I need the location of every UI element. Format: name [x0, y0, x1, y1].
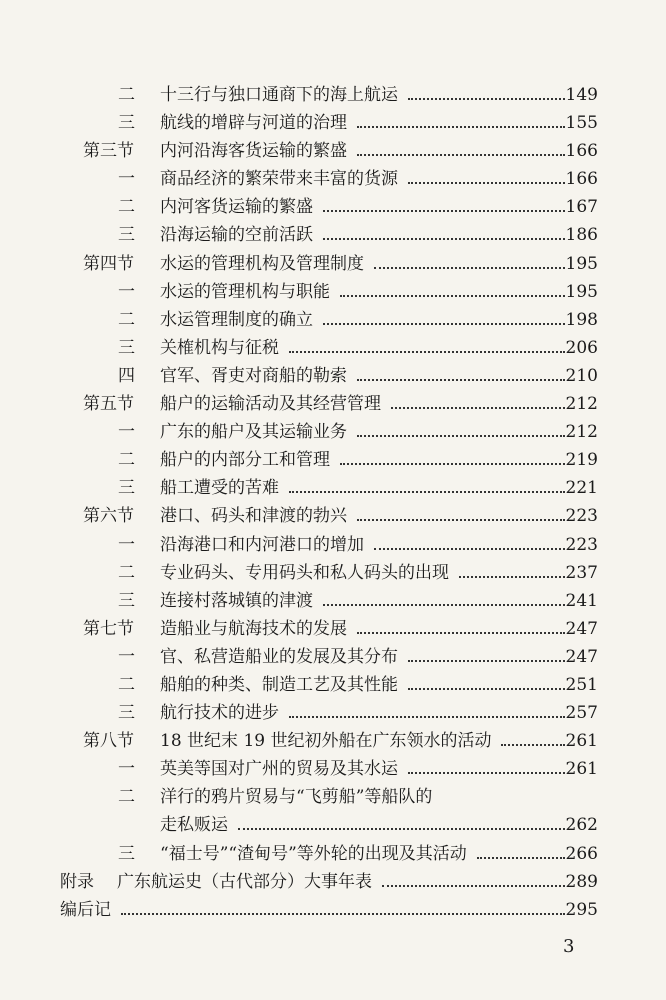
- leader-dots: [323, 604, 565, 606]
- toc-entry: [0, 699, 666, 727]
- toc-entry: [0, 109, 666, 137]
- toc-entry-page: 166: [565, 169, 598, 190]
- leader-dots: [459, 576, 565, 578]
- toc-entry-label: 二: [118, 197, 135, 218]
- toc-entry-page: 186: [565, 225, 598, 246]
- toc-entry-page: 195: [565, 253, 598, 274]
- leader-dots: [408, 98, 565, 100]
- leader-dots: [477, 857, 565, 859]
- toc-entry-label: 一: [118, 281, 135, 302]
- leader-dots: [357, 519, 565, 521]
- toc-entry: [0, 727, 666, 755]
- toc-entry: [0, 783, 666, 811]
- toc-entry-page: 198: [565, 309, 598, 330]
- toc-entry-label: 一: [118, 534, 135, 555]
- toc-entry: [0, 278, 666, 306]
- toc-entry-title: 船工遭受的苦难: [160, 478, 279, 499]
- leader-dots: [391, 407, 565, 409]
- toc-entry-page: 247: [565, 646, 598, 667]
- toc-entry-title: 航线的增辟与河道的治理: [160, 113, 347, 134]
- leader-dots: [121, 913, 565, 915]
- toc-entry-label: 第七节: [83, 618, 134, 639]
- leader-dots: [357, 126, 565, 128]
- toc-entry-title: 航行技术的进步: [160, 703, 279, 724]
- toc-entry-page: 223: [565, 506, 598, 527]
- toc-entry-title: 连接村落城镇的津渡: [160, 590, 313, 611]
- leader-dots: [374, 267, 565, 269]
- toc-entry-page: 261: [565, 759, 598, 780]
- toc-entry: [0, 531, 666, 559]
- toc-entry: [0, 81, 666, 109]
- table-of-contents: [0, 81, 666, 924]
- toc-entry-label: 一: [118, 646, 135, 667]
- toc-entry-label: 二: [118, 85, 135, 105]
- leader-dots: [408, 688, 565, 690]
- toc-entry-title: 港口、码头和津渡的勃兴: [160, 506, 347, 527]
- toc-entry-title: 18 世纪末 19 世纪初外船在广东领水的活动: [160, 731, 492, 752]
- leader-dots: [408, 182, 565, 184]
- toc-entry: [0, 390, 666, 418]
- leader-dots: [408, 660, 565, 662]
- leader-dots: [382, 885, 565, 887]
- leader-dots: [289, 716, 565, 718]
- toc-entry: [0, 868, 666, 896]
- toc-entry-page: 295: [565, 899, 598, 920]
- toc-entry-title: 广东的船户及其运输业务: [160, 422, 347, 443]
- toc-entry-label: 二: [118, 674, 135, 695]
- toc-entry-page: 166: [565, 141, 598, 162]
- toc-entry-page: 206: [565, 337, 598, 358]
- leader-dots: [323, 323, 565, 325]
- toc-entry-page: 266: [565, 843, 598, 864]
- leader-dots: [357, 435, 565, 437]
- toc-entry-label: 三: [118, 225, 135, 246]
- leader-dots: [408, 772, 565, 774]
- toc-entry-title: 船户的运输活动及其经营管理: [160, 394, 381, 415]
- leader-dots: [501, 744, 565, 746]
- toc-entry: [0, 811, 666, 839]
- toc-entry-page: 155: [565, 113, 598, 134]
- toc-entry-label: 三: [118, 590, 135, 611]
- leader-dots: [357, 632, 565, 634]
- toc-entry: [0, 559, 666, 587]
- toc-entry-page: 223: [565, 534, 598, 555]
- toc-entry: [0, 840, 666, 868]
- toc-entry-label: 二: [118, 787, 135, 808]
- leader-dots: [323, 238, 565, 240]
- toc-entry-title: “福士号”“渣甸号”等外轮的出现及其活动: [160, 843, 467, 864]
- toc-entry-label: 附录: [60, 871, 94, 892]
- toc-entry-label: 一: [118, 759, 135, 780]
- toc-entry-label: 四: [118, 365, 135, 386]
- toc-entry-title: 十三行与独口通商下的海上航运: [160, 85, 398, 105]
- toc-entry: [0, 896, 666, 924]
- toc-entry-title: 内河沿海客货运输的繁盛: [160, 141, 347, 162]
- toc-entry-page: 210: [565, 365, 598, 386]
- toc-entry-title: 沿海港口和内河港口的增加: [160, 534, 364, 555]
- leader-dots: [289, 351, 565, 353]
- toc-entry-page: 212: [565, 394, 598, 415]
- toc-entry-label: 二: [118, 562, 135, 583]
- toc-entry: [0, 250, 666, 278]
- leader-dots: [357, 379, 565, 381]
- toc-entry-title: 官、私营造船业的发展及其分布: [160, 646, 398, 667]
- toc-entry-label: 二: [118, 450, 135, 471]
- toc-entry-label: 第五节: [83, 394, 134, 415]
- leader-dots: [374, 548, 565, 550]
- toc-entry-label: 第八节: [83, 731, 134, 752]
- toc-entry-label: 第三节: [83, 141, 134, 162]
- toc-entry-title: 沿海运输的空前活跃: [160, 225, 313, 246]
- toc-entry-title: 关榷机构与征税: [160, 337, 279, 358]
- toc-entry-title: 船舶的种类、制造工艺及其性能: [160, 674, 398, 695]
- toc-entry-title: 广东航运史（古代部分）大事年表: [117, 871, 372, 892]
- toc-entry-label: 第六节: [83, 506, 134, 527]
- leader-dots: [340, 295, 565, 297]
- toc-entry: [0, 362, 666, 390]
- toc-entry: [0, 755, 666, 783]
- toc-entry-page: 251: [565, 674, 598, 695]
- toc-entry-page: 261: [565, 731, 598, 752]
- toc-entry-title: 水运管理制度的确立: [160, 309, 313, 330]
- toc-entry-page: 219: [565, 450, 598, 471]
- toc-entry: [0, 306, 666, 334]
- toc-entry-page: 289: [565, 871, 598, 892]
- toc-entry: [0, 671, 666, 699]
- toc-entry: [0, 615, 666, 643]
- toc-entry: [0, 334, 666, 362]
- toc-entry-title: 水运的管理机构与职能: [160, 281, 330, 302]
- toc-entry-page: 257: [565, 703, 598, 724]
- toc-entry: [0, 446, 666, 474]
- leader-dots: [289, 491, 565, 493]
- toc-entry-label: 一: [118, 169, 135, 190]
- toc-entry-label: 三: [118, 703, 135, 724]
- toc-entry-title: 水运的管理机构及管理制度: [160, 253, 364, 274]
- toc-entry: [0, 587, 666, 615]
- toc-entry: [0, 221, 666, 249]
- toc-entry-title: 船户的内部分工和管理: [160, 450, 330, 471]
- toc-entry: [0, 418, 666, 446]
- toc-entry: [0, 643, 666, 671]
- toc-entry: [0, 193, 666, 221]
- toc-entry-label: 一: [118, 422, 135, 443]
- toc-entry-title: 造船业与航海技术的发展: [160, 618, 347, 639]
- page-number: 3: [563, 936, 575, 957]
- toc-entry: [0, 502, 666, 530]
- toc-entry-label: 三: [118, 337, 135, 358]
- toc-entry: [0, 474, 666, 502]
- toc-entry: [0, 165, 666, 193]
- toc-entry-title: 内河客货运输的繁盛: [160, 197, 313, 218]
- toc-entry-label: 三: [118, 843, 135, 864]
- toc-entry: [0, 137, 666, 165]
- toc-entry-page: 241: [565, 590, 598, 611]
- toc-entry-label: 第四节: [83, 253, 134, 274]
- toc-entry-title: 专业码头、专用码头和私人码头的出现: [160, 562, 449, 583]
- toc-entry-label: 二: [118, 309, 135, 330]
- toc-entry-title: 洋行的鸦片贸易与“飞剪船”等船队的: [160, 787, 433, 808]
- leader-dots: [340, 463, 565, 465]
- toc-entry-page: 247: [565, 618, 598, 639]
- toc-entry-page: 212: [565, 422, 598, 443]
- leader-dots: [238, 828, 565, 830]
- toc-entry-page: 262: [565, 815, 598, 836]
- toc-entry-page: 167: [565, 197, 598, 218]
- toc-entry-title: 官军、胥吏对商船的勒索: [160, 365, 347, 386]
- toc-entry-label: 编后记: [60, 899, 111, 920]
- leader-dots: [323, 210, 565, 212]
- toc-entry-label: 三: [118, 113, 135, 134]
- toc-entry-title: 走私贩运: [160, 815, 228, 836]
- toc-entry-page: 221: [565, 478, 598, 499]
- toc-entry-title: 英美等国对广州的贸易及其水运: [160, 759, 398, 780]
- toc-entry-label: 三: [118, 478, 135, 499]
- leader-dots: [357, 154, 565, 156]
- toc-entry-page: 149: [565, 85, 598, 105]
- toc-entry-title: 商品经济的繁荣带来丰富的货源: [160, 169, 398, 190]
- toc-entry-page: 195: [565, 281, 598, 302]
- toc-entry-page: 237: [565, 562, 598, 583]
